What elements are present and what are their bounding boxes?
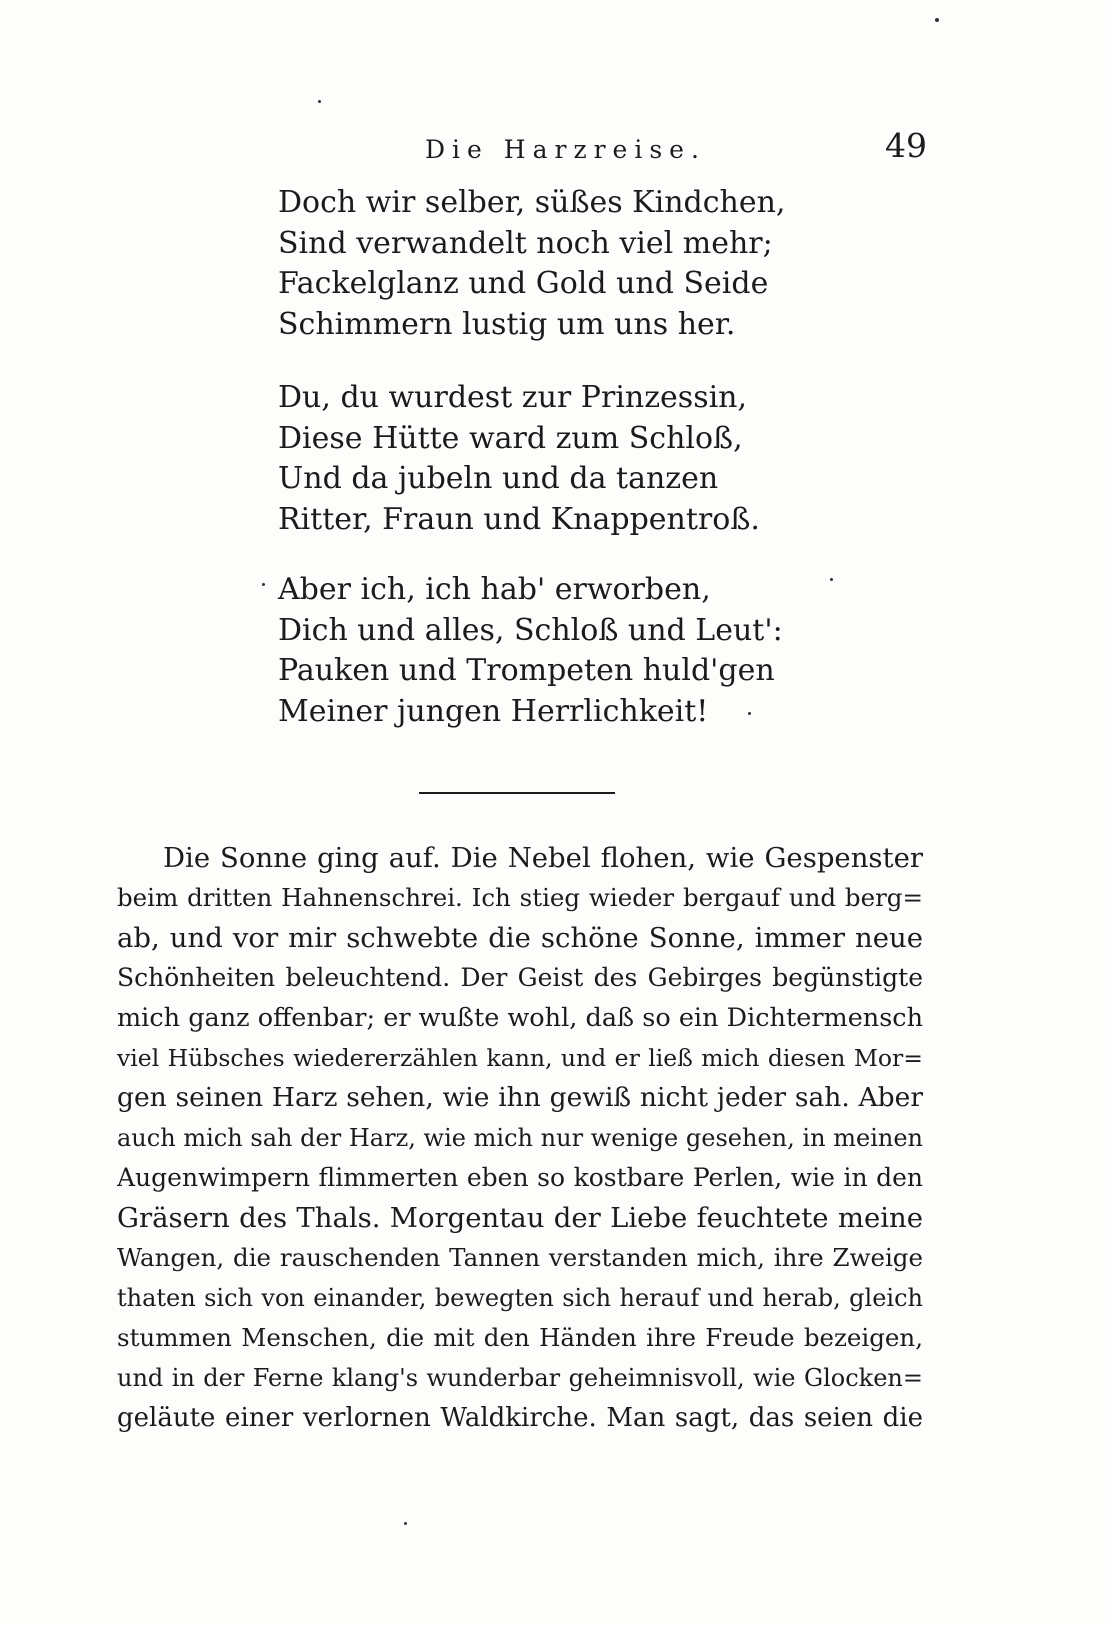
page-number: 49 [885,126,927,165]
poem-stanza-2 [278,378,798,540]
poem-line: Sind verwandelt noch viel mehr; [278,225,773,261]
scan-speck [830,578,833,581]
prose-line: stummen Menschen, die mit den Händen ihre Freude bezeigen, [117,1323,923,1352]
prose-paragraph [117,838,923,1438]
prose-line: Augenwimpern flimmerten eben so kostbare Perlen, wie in den [117,1163,923,1192]
prose-line: thaten sich von einander, bewegten sich herauf und herab, gleich [117,1284,923,1312]
prose-line: auch mich sah der Harz, wie mich nur wenige gesehen, in meinen [117,1124,923,1152]
prose-line: beim dritten Hahnenschrei. Ich stieg wieder bergauf und berg= [117,883,923,912]
poem-line: Pauken und Trompeten huld'gen [278,653,775,688]
poem-line: Ritter, Fraun und Knappentroß. [278,501,760,537]
poem-line: Schimmern lustig um uns her. [278,306,736,342]
poem-line: Diese Hütte ward zum Schloß, [278,420,743,456]
poem-stanza-1 [278,183,798,345]
prose-line: ab, und vor mir schwebte die schöne Sonne, immer neue [117,922,923,954]
poem-line: Und da jubeln und da tanzen [278,461,719,496]
prose-line: viel Hübsches wiedererzählen kann, und er ließ mich diesen Mor= [117,1044,923,1072]
poem-line: Doch wir selber, süßes Kindchen, [278,185,786,220]
prose-line: geläute einer verlornen Waldkirche. Man sagt, das seien die [117,1403,923,1433]
section-divider [419,792,615,794]
poem-line: Fackelglanz und Gold und Seide [278,266,769,301]
prose-line: Schönheiten beleuchtend. Der Geist des Gebirges begünstigte [117,963,923,992]
scan-speck [748,712,751,715]
scan-speck [262,583,265,586]
poem-line: Du, du wurdest zur Prinzessin, [278,380,748,415]
prose-line: mich ganz offenbar; er wußte wohl, daß so ein Dichtermensch [117,1003,923,1033]
poem-line: Dich und alles, Schloß und Leut': [278,612,783,648]
prose-line: Gräsern des Thals. Morgentau der Liebe feuchtete meine [117,1202,923,1234]
prose-line: Wangen, die rauschenden Tannen verstanden mich, ihre Zweige [117,1243,923,1272]
running-head: Die Harzreise. [425,135,706,164]
poem-line: Meiner jungen Herrlichkeit! [278,693,709,729]
prose-line: gen seinen Harz sehen, wie ihn gewiß nicht jeder sah. Aber [117,1082,923,1113]
scan-speck [935,18,939,22]
scan-speck [318,100,321,103]
prose-line: Die Sonne ging auf. Die Nebel flohen, wie Gespenster [163,842,923,874]
prose-line: und in der Ferne klang's wunderbar geheimnisvoll, wie Glocken= [117,1364,923,1392]
scan-speck [404,1522,407,1525]
poem-line: Aber ich, ich hab' erworben, [278,572,711,607]
poem-stanza-3 [278,570,798,732]
